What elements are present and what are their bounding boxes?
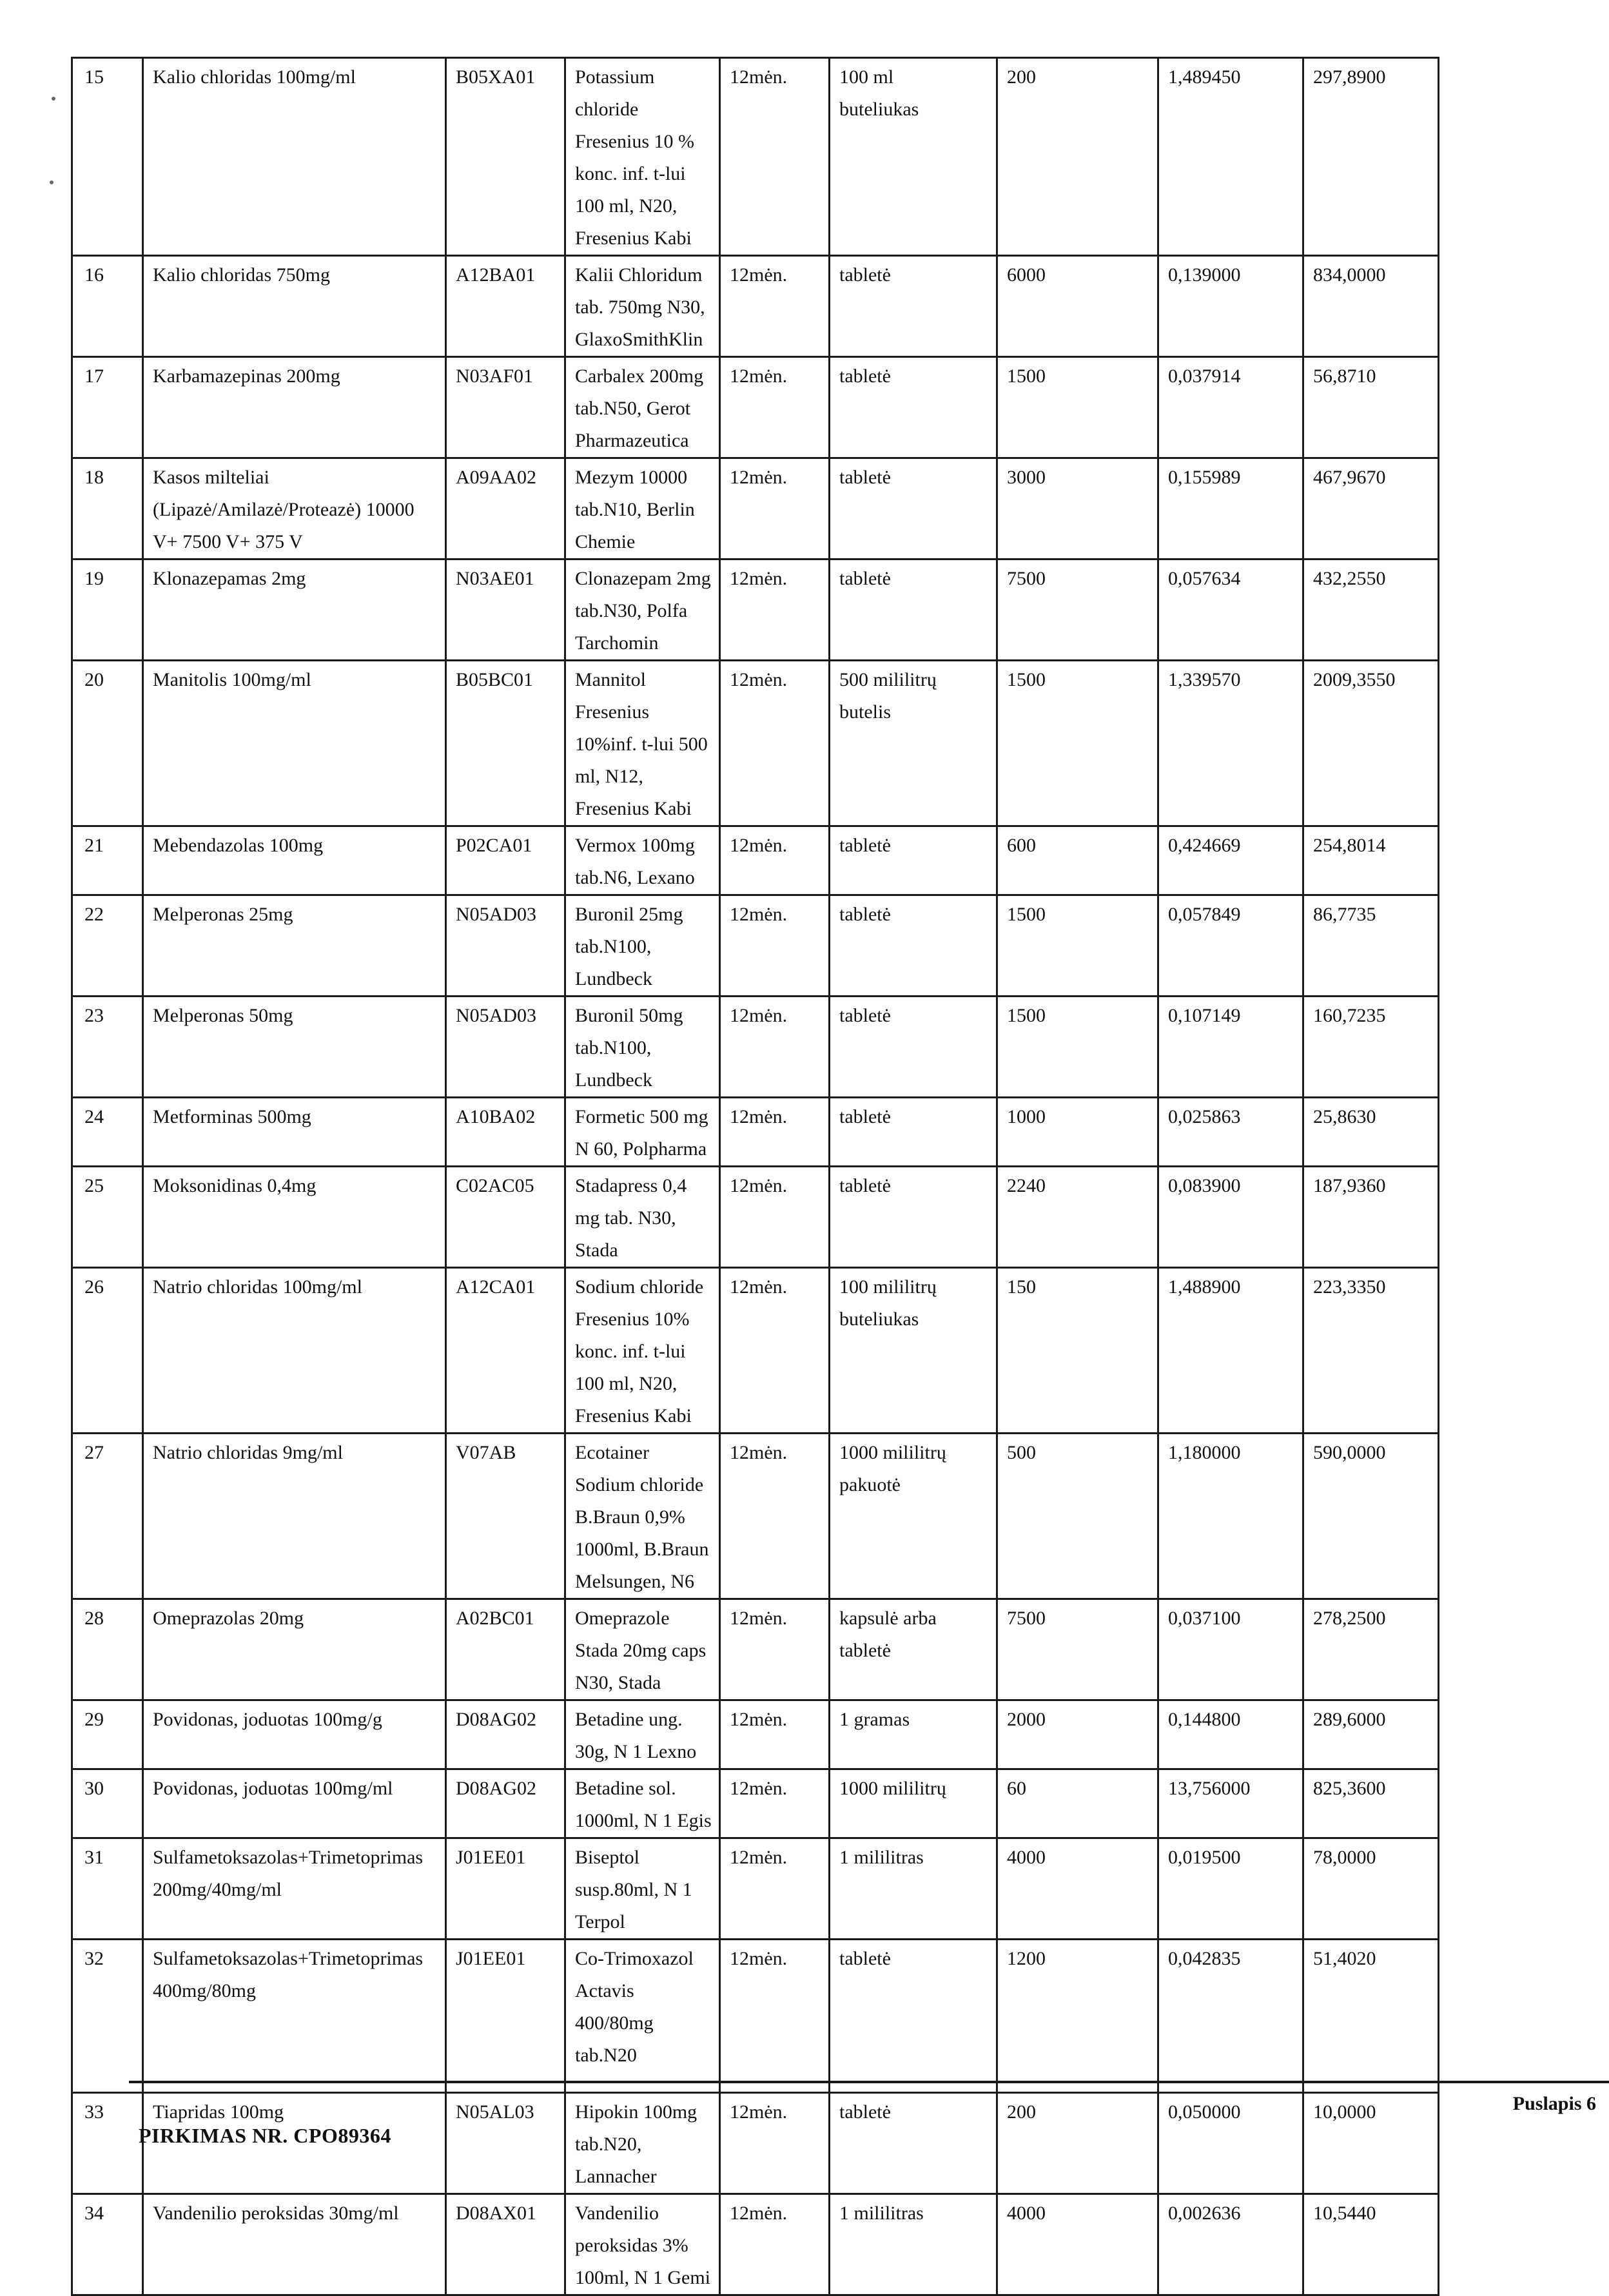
unit-of-measure: tabletė (830, 895, 997, 997)
table-row (72, 997, 1439, 1098)
row-number: 16 (72, 256, 143, 357)
drug-name: Klonazepamas 2mg (143, 559, 446, 661)
quantity: 6000 (997, 256, 1158, 357)
drug-name: Manitolis 100mg/ml (143, 661, 446, 826)
total-price: 432,2550 (1303, 559, 1439, 661)
supply-term: 12mėn. (720, 1599, 830, 1700)
supply-term: 12mėn. (720, 1769, 830, 1838)
drug-name: Sulfametoksazolas+Trimetoprimas 200mg/40mg/ml (143, 1838, 446, 1940)
table-body (72, 58, 1439, 2295)
unit-of-measure: 100 mililitrų buteliukas (830, 1268, 997, 1434)
total-price: 160,7235 (1303, 997, 1439, 1098)
drug-name: Kalio chloridas 750mg (143, 256, 446, 357)
package-description: Sodium chloride Fresenius 10% konc. inf. t-lui 100 ml, N20, Fresenius Kabi (565, 1268, 720, 1434)
supply-term: 12mėn. (720, 1268, 830, 1434)
atc-code: N03AF01 (446, 357, 565, 458)
supply-term: 12mėn. (720, 2093, 830, 2194)
row-number: 19 (72, 559, 143, 661)
table-row (72, 1167, 1439, 1268)
total-price: 254,8014 (1303, 826, 1439, 895)
atc-code: A02BC01 (446, 1599, 565, 1700)
table-row (72, 1838, 1439, 1940)
supply-term: 12mėn. (720, 1167, 830, 1268)
unit-price: 0,144800 (1158, 1700, 1303, 1769)
drug-name: Metforminas 500mg (143, 1098, 446, 1167)
supply-term: 12mėn. (720, 2194, 830, 2295)
unit-price: 0,019500 (1158, 1838, 1303, 1940)
table-row (72, 2194, 1439, 2295)
supply-term: 12mėn. (720, 1838, 830, 1940)
unit-of-measure: tabletė (830, 1167, 997, 1268)
drug-name: Kalio chloridas 100mg/ml (143, 58, 446, 256)
package-description: Vandenilio peroksidas 3% 100ml, N 1 Gemi (565, 2194, 720, 2295)
total-price: 187,9360 (1303, 1167, 1439, 1268)
quantity: 4000 (997, 2194, 1158, 2295)
unit-price: 0,025863 (1158, 1098, 1303, 1167)
unit-price: 0,042835 (1158, 1940, 1303, 2093)
table-row (72, 1599, 1439, 1700)
package-description: Clonazepam 2mg tab.N30, Polfa Tarchomin (565, 559, 720, 661)
total-price: 78,0000 (1303, 1838, 1439, 1940)
row-number: 17 (72, 357, 143, 458)
table-row (72, 58, 1439, 256)
package-description: Biseptol susp.80ml, N 1 Terpol (565, 1838, 720, 1940)
unit-of-measure: 1 mililitras (830, 2194, 997, 2295)
supply-term: 12mėn. (720, 458, 830, 559)
package-description: Hipokin 100mg tab.N20, Lannacher (565, 2093, 720, 2194)
unit-price: 0,050000 (1158, 2093, 1303, 2194)
supply-term: 12mėn. (720, 559, 830, 661)
quantity: 1500 (997, 357, 1158, 458)
drug-name: Melperonas 25mg (143, 895, 446, 997)
table-row (72, 458, 1439, 559)
atc-code: N05AD03 (446, 895, 565, 997)
quantity: 7500 (997, 1599, 1158, 1700)
table-row (72, 1098, 1439, 1167)
atc-code: N03AE01 (446, 559, 565, 661)
unit-price: 13,756000 (1158, 1769, 1303, 1838)
total-price: 223,3350 (1303, 1268, 1439, 1434)
unit-price: 0,057849 (1158, 895, 1303, 997)
unit-of-measure: tabletė (830, 997, 997, 1098)
unit-of-measure: tabletė (830, 826, 997, 895)
total-price: 834,0000 (1303, 256, 1439, 357)
total-price: 825,3600 (1303, 1769, 1439, 1838)
drug-name: Melperonas 50mg (143, 997, 446, 1098)
unit-of-measure: 100 ml buteliukas (830, 58, 997, 256)
atc-code: C02AC05 (446, 1167, 565, 1268)
footer-divider (129, 2081, 1609, 2083)
unit-of-measure: 1 gramas (830, 1700, 997, 1769)
supply-term: 12mėn. (720, 1434, 830, 1599)
quantity: 600 (997, 826, 1158, 895)
unit-price: 0,424669 (1158, 826, 1303, 895)
quantity: 200 (997, 2093, 1158, 2194)
unit-of-measure: 1000 mililitrų (830, 1769, 997, 1838)
unit-price: 1,489450 (1158, 58, 1303, 256)
drug-name: Natrio chloridas 100mg/ml (143, 1268, 446, 1434)
unit-of-measure: tabletė (830, 357, 997, 458)
drug-name: Vandenilio peroksidas 30mg/ml (143, 2194, 446, 2295)
unit-price: 1,180000 (1158, 1434, 1303, 1599)
atc-code: B05BC01 (446, 661, 565, 826)
row-number: 30 (72, 1769, 143, 1838)
scan-speck (52, 97, 55, 101)
atc-code: N05AL03 (446, 2093, 565, 2194)
quantity: 3000 (997, 458, 1158, 559)
unit-of-measure: kapsulė arba tabletė (830, 1599, 997, 1700)
supply-term: 12mėn. (720, 1940, 830, 2093)
unit-of-measure: 1000 mililitrų pakuotė (830, 1434, 997, 1599)
package-description: Kalii Chloridum tab. 750mg N30, GlaxoSmithKlin (565, 256, 720, 357)
row-number: 33 (72, 2093, 143, 2194)
quantity: 2000 (997, 1700, 1158, 1769)
package-description: Co-Trimoxazol Actavis 400/80mg tab.N20 (565, 1940, 720, 2093)
atc-code: B05XA01 (446, 58, 565, 256)
unit-price: 0,107149 (1158, 997, 1303, 1098)
atc-code: V07AB (446, 1434, 565, 1599)
row-number: 28 (72, 1599, 143, 1700)
package-description: Carbalex 200mg tab.N50, Gerot Pharmazeutica (565, 357, 720, 458)
atc-code: D08AG02 (446, 1769, 565, 1838)
total-price: 297,8900 (1303, 58, 1439, 256)
quantity: 1500 (997, 895, 1158, 997)
supply-term: 12mėn. (720, 895, 830, 997)
package-description: Buronil 50mg tab.N100, Lundbeck (565, 997, 720, 1098)
drug-name: Sulfametoksazolas+Trimetoprimas 400mg/80mg (143, 1940, 446, 2093)
total-price: 86,7735 (1303, 895, 1439, 997)
quantity: 1000 (997, 1098, 1158, 1167)
atc-code: A12BA01 (446, 256, 565, 357)
row-number: 18 (72, 458, 143, 559)
unit-price: 0,037914 (1158, 357, 1303, 458)
unit-of-measure: 500 mililitrų butelis (830, 661, 997, 826)
atc-code: J01EE01 (446, 1940, 565, 2093)
row-number: 21 (72, 826, 143, 895)
row-number: 31 (72, 1838, 143, 1940)
quantity: 2240 (997, 1167, 1158, 1268)
total-price: 10,0000 (1303, 2093, 1439, 2194)
atc-code: D08AX01 (446, 2194, 565, 2295)
unit-price: 0,139000 (1158, 256, 1303, 357)
supply-term: 12mėn. (720, 1098, 830, 1167)
package-description: Stadapress 0,4 mg tab. N30, Stada (565, 1167, 720, 1268)
quantity: 200 (997, 58, 1158, 256)
row-number: 34 (72, 2194, 143, 2295)
supply-term: 12mėn. (720, 826, 830, 895)
atc-code: N05AD03 (446, 997, 565, 1098)
package-description: Formetic 500 mg N 60, Polpharma (565, 1098, 720, 1167)
package-description: Buronil 25mg tab.N100, Lundbeck (565, 895, 720, 997)
atc-code: A09AA02 (446, 458, 565, 559)
drug-name: Mebendazolas 100mg (143, 826, 446, 895)
total-price: 51,4020 (1303, 1940, 1439, 2093)
package-description: Ecotainer Sodium chloride B.Braun 0,9% 1000ml, B.Braun Melsungen, N6 (565, 1434, 720, 1599)
drug-name: Kasos milteliai (Lipazė/Amilazė/Proteazė) 10000 V+ 7500 V+ 375 V (143, 458, 446, 559)
unit-price: 0,155989 (1158, 458, 1303, 559)
unit-of-measure: tabletė (830, 2093, 997, 2194)
total-price: 25,8630 (1303, 1098, 1439, 1167)
total-price: 10,5440 (1303, 2194, 1439, 2295)
unit-of-measure: tabletė (830, 458, 997, 559)
atc-code: P02CA01 (446, 826, 565, 895)
table-row (72, 1434, 1439, 1599)
row-number: 26 (72, 1268, 143, 1434)
table-row (72, 895, 1439, 997)
total-price: 467,9670 (1303, 458, 1439, 559)
unit-of-measure: tabletė (830, 1940, 997, 2093)
atc-code: A12CA01 (446, 1268, 565, 1434)
atc-code: A10BA02 (446, 1098, 565, 1167)
procurement-number: PIRKIMAS NR. CPO89364 (139, 2124, 391, 2147)
package-description: Vermox 100mg tab.N6, Lexano (565, 826, 720, 895)
package-description: Mezym 10000 tab.N10, Berlin Chemie (565, 458, 720, 559)
table-row (72, 1268, 1439, 1434)
table-row (72, 1940, 1439, 2093)
medicine-table (71, 57, 1439, 2296)
total-price: 278,2500 (1303, 1599, 1439, 1700)
package-description: Omeprazole Stada 20mg caps N30, Stada (565, 1599, 720, 1700)
atc-code: D08AG02 (446, 1700, 565, 1769)
unit-price: 0,057634 (1158, 559, 1303, 661)
drug-name: Tiapridas 100mg (143, 2093, 446, 2194)
unit-price: 0,083900 (1158, 1167, 1303, 1268)
package-description: Betadine ung. 30g, N 1 Lexno (565, 1700, 720, 1769)
drug-name: Natrio chloridas 9mg/ml (143, 1434, 446, 1599)
unit-price: 0,037100 (1158, 1599, 1303, 1700)
quantity: 4000 (997, 1838, 1158, 1940)
quantity: 1200 (997, 1940, 1158, 2093)
package-description: Mannitol Fresenius 10%inf. t-lui 500 ml, N12, Fresenius Kabi (565, 661, 720, 826)
page-number: Puslapis 6 (1512, 2093, 1596, 2114)
table-row (72, 661, 1439, 826)
quantity: 500 (997, 1434, 1158, 1599)
drug-name: Omeprazolas 20mg (143, 1599, 446, 1700)
unit-price: 1,339570 (1158, 661, 1303, 826)
quantity: 7500 (997, 559, 1158, 661)
unit-of-measure: tabletė (830, 1098, 997, 1167)
total-price: 2009,3550 (1303, 661, 1439, 826)
supply-term: 12mėn. (720, 661, 830, 826)
unit-of-measure: tabletė (830, 559, 997, 661)
table-row (72, 1700, 1439, 1769)
atc-code: J01EE01 (446, 1838, 565, 1940)
row-number: 32 (72, 1940, 143, 2093)
row-number: 22 (72, 895, 143, 997)
drug-name: Povidonas, joduotas 100mg/g (143, 1700, 446, 1769)
unit-of-measure: 1 mililitras (830, 1838, 997, 1940)
row-number: 27 (72, 1434, 143, 1599)
quantity: 1500 (997, 661, 1158, 826)
row-number: 15 (72, 58, 143, 256)
row-number: 23 (72, 997, 143, 1098)
supply-term: 12mėn. (720, 58, 830, 256)
table-row (72, 256, 1439, 357)
table-row (72, 559, 1439, 661)
total-price: 56,8710 (1303, 357, 1439, 458)
supply-term: 12mėn. (720, 997, 830, 1098)
row-number: 29 (72, 1700, 143, 1769)
supply-term: 12mėn. (720, 357, 830, 458)
quantity: 60 (997, 1769, 1158, 1838)
total-price: 590,0000 (1303, 1434, 1439, 1599)
scan-speck (50, 180, 54, 184)
unit-of-measure: tabletė (830, 256, 997, 357)
package-description: Potassium chloride Fresenius 10 % konc. inf. t-lui 100 ml, N20, Fresenius Kabi (565, 58, 720, 256)
unit-price: 1,488900 (1158, 1268, 1303, 1434)
quantity: 150 (997, 1268, 1158, 1434)
row-number: 25 (72, 1167, 143, 1268)
table-row (72, 357, 1439, 458)
drug-name: Moksonidinas 0,4mg (143, 1167, 446, 1268)
drug-name: Karbamazepinas 200mg (143, 357, 446, 458)
table-row (72, 1769, 1439, 1838)
supply-term: 12mėn. (720, 1700, 830, 1769)
total-price: 289,6000 (1303, 1700, 1439, 1769)
quantity: 1500 (997, 997, 1158, 1098)
row-number: 24 (72, 1098, 143, 1167)
package-description: Betadine sol. 1000ml, N 1 Egis (565, 1769, 720, 1838)
drug-name: Povidonas, joduotas 100mg/ml (143, 1769, 446, 1838)
row-number: 20 (72, 661, 143, 826)
unit-price: 0,002636 (1158, 2194, 1303, 2295)
table-row (72, 826, 1439, 895)
supply-term: 12mėn. (720, 256, 830, 357)
